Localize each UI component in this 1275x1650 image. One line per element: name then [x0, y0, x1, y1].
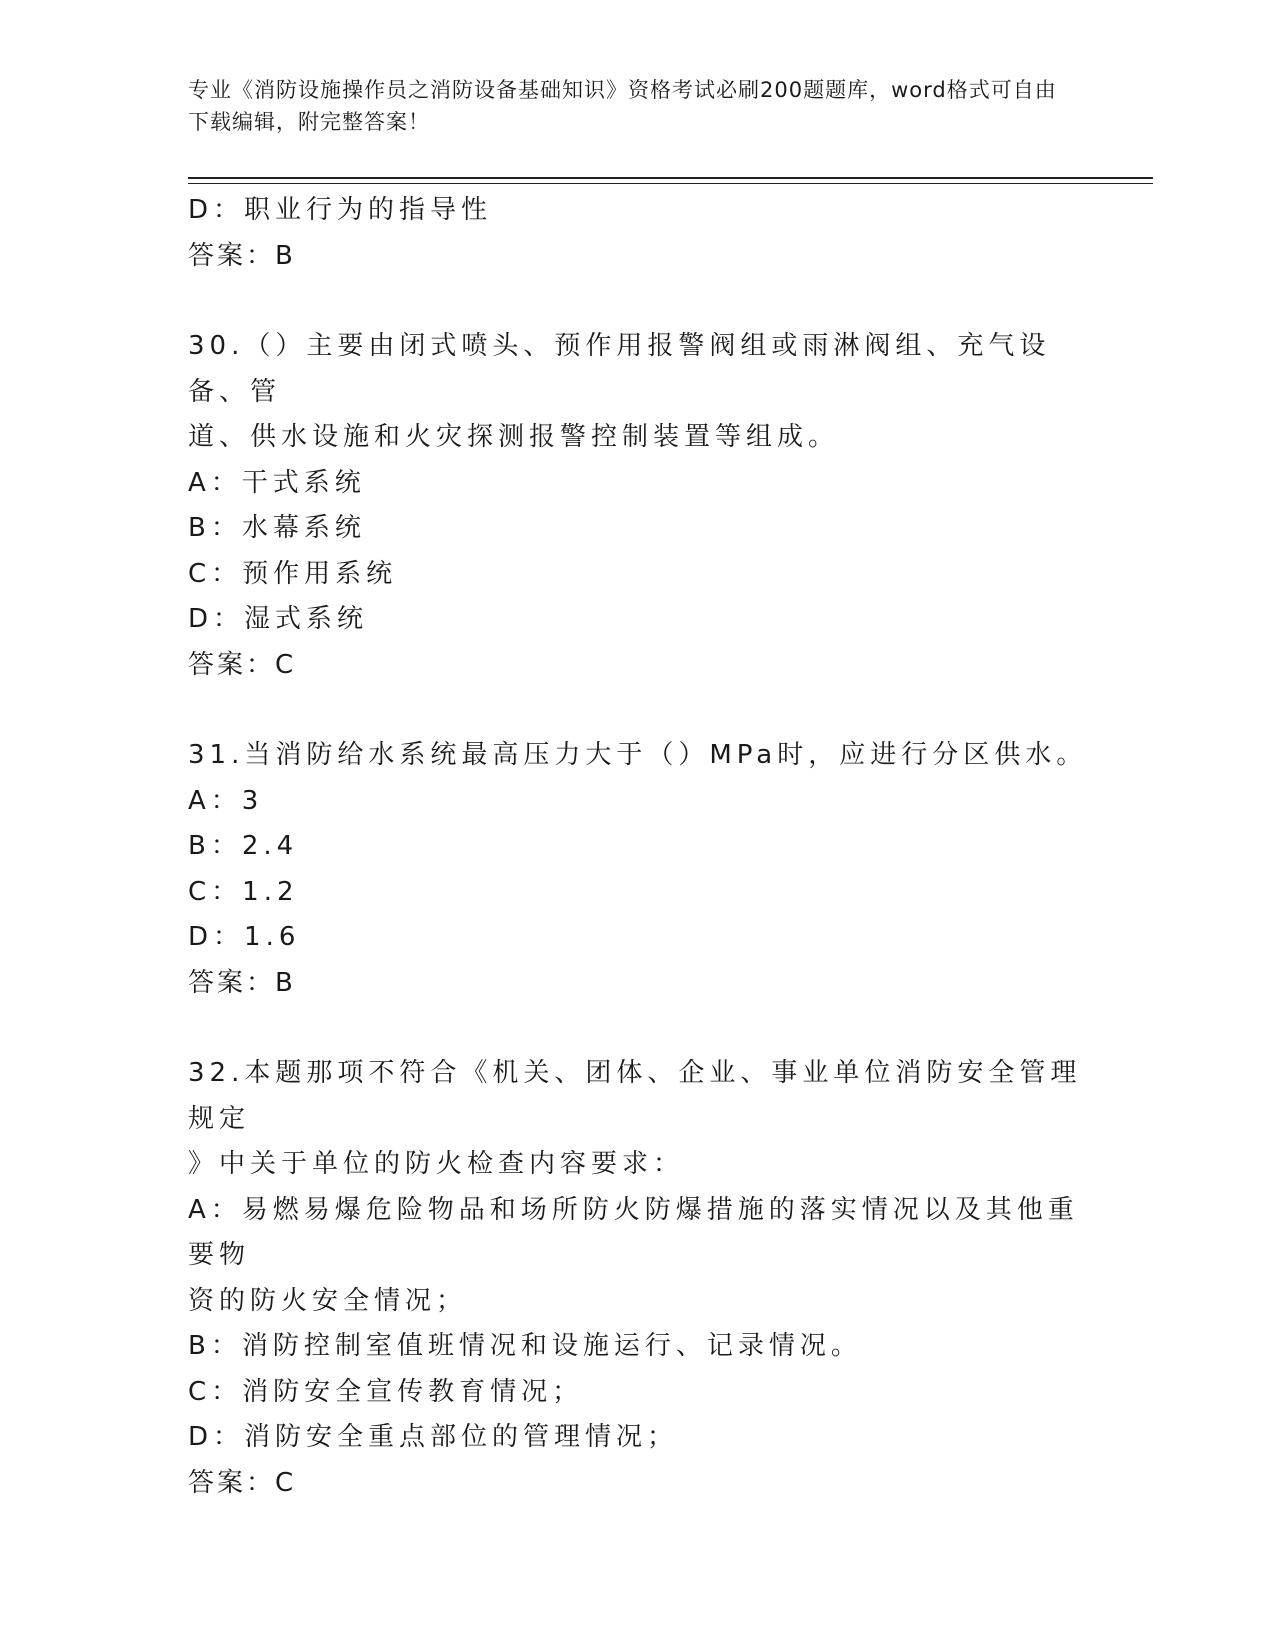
option-c: C：消防安全宣传教育情况； [188, 1376, 584, 1407]
question-30 [188, 324, 1088, 688]
header-rule-thin [188, 183, 1153, 184]
prev-option-d: D：职业行为的指导性 [188, 195, 493, 225]
answer: 答案：C [188, 649, 297, 680]
option-a: A：干式系统 [188, 467, 366, 498]
option-c: C：1.2 [188, 876, 299, 907]
question-text: 32.本题那项不符合《机关、团体、企业、事业单位消防安全管理规定 [188, 1058, 1082, 1134]
option-a: A：易燃易爆危险物品和场所防火防爆措施的落实情况以及其他重要物 [188, 1194, 1079, 1270]
option-c: C：预作用系统 [188, 558, 398, 589]
option-d: D：消防安全重点部位的管理情况； [188, 1422, 679, 1452]
question-text: 30.（）主要由闭式喷头、预作用报警阀组或雨淋阀组、充气设备、管 [188, 331, 1051, 407]
option-b: B：2.4 [188, 831, 299, 861]
question-text: 》中关于单位的防火检查内容要求： [188, 1149, 685, 1179]
option-b: B：消防控制室值班情况和设施运行、记录情况。 [188, 1331, 862, 1361]
option-a: A：3 [188, 785, 264, 816]
header-rule-thick [188, 177, 1153, 179]
question-content [188, 188, 1088, 1506]
prev-answer: 答案：B [188, 240, 296, 271]
option-d: D：湿式系统 [188, 604, 369, 634]
answer: 答案：B [188, 967, 296, 998]
option-a-continued: 资的防火安全情况； [188, 1285, 468, 1316]
question-text: 31.当消防给水系统最高压力大于（）MPa时，应进行分区供水。 [188, 740, 1088, 770]
question-text: 道、供水设施和火灾探测报警控制装置等组成。 [188, 422, 840, 452]
option-b: B：水幕系统 [188, 513, 366, 543]
answer: 答案：C [188, 1467, 297, 1498]
document-header: 专业《消防设施操作员之消防设备基础知识》资格考试必刷200题题库，word格式可自由下载编辑，附完整答案！ [188, 78, 1057, 134]
option-d: D：1.6 [188, 922, 301, 952]
question-32 [188, 1051, 1088, 1506]
question-31 [188, 733, 1088, 1006]
